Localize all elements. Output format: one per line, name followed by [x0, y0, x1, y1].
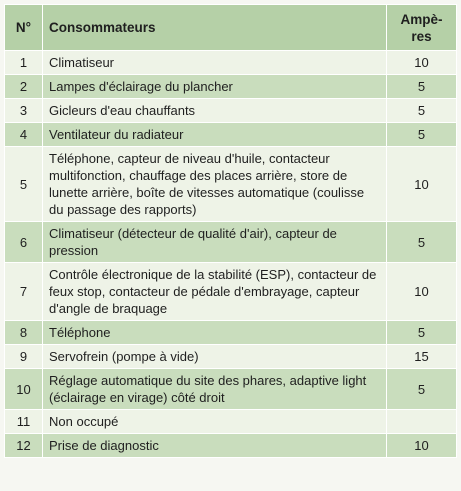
fuse-amperage: 5 — [387, 99, 457, 123]
table-header-row — [5, 5, 457, 51]
fuse-consumer: Servofrein (pompe à vide) — [43, 345, 387, 369]
column-header-amps: Ampè- res — [387, 5, 457, 51]
table-row — [5, 222, 457, 263]
fuse-consumer: Contrôle électronique de la stabilité (ESP), contacteur de feux stop, contacteur de pédale d'embrayage, capteur d'angle de braquage — [43, 263, 387, 321]
fuse-amperage: 5 — [387, 369, 457, 410]
table-row — [5, 345, 457, 369]
fuse-consumer: Ventilateur du radiateur — [43, 123, 387, 147]
fuse-amperage: 10 — [387, 147, 457, 222]
fuse-consumer: Climatiseur (détecteur de qualité d'air), capteur de pression — [43, 222, 387, 263]
fuse-consumer: Gicleurs d'eau chauffants — [43, 99, 387, 123]
table-row — [5, 369, 457, 410]
fuse-amperage — [387, 410, 457, 434]
fuse-consumer: Réglage automatique du site des phares, adaptive light (éclairage en virage) côté droit — [43, 369, 387, 410]
fuse-consumer: Prise de diagnostic — [43, 434, 387, 458]
fuse-amperage: 10 — [387, 434, 457, 458]
fuse-amperage: 10 — [387, 263, 457, 321]
fuse-number: 3 — [5, 99, 43, 123]
fuse-number: 2 — [5, 75, 43, 99]
table-row — [5, 147, 457, 222]
table-row — [5, 123, 457, 147]
table-row — [5, 321, 457, 345]
fuse-number: 4 — [5, 123, 43, 147]
column-header-consumers: Consommateurs — [43, 5, 387, 51]
fuse-amperage: 5 — [387, 75, 457, 99]
fuse-consumer: Non occupé — [43, 410, 387, 434]
fuse-amperage: 5 — [387, 321, 457, 345]
fuse-amperage: 5 — [387, 123, 457, 147]
fuse-amperage: 15 — [387, 345, 457, 369]
table-row — [5, 99, 457, 123]
fuse-number: 7 — [5, 263, 43, 321]
fuse-consumer: Lampes d'éclairage du plancher — [43, 75, 387, 99]
fuse-amperage: 10 — [387, 51, 457, 75]
fuse-number: 11 — [5, 410, 43, 434]
fuse-number: 5 — [5, 147, 43, 222]
fuse-consumer: Téléphone, capteur de niveau d'huile, contacteur multifonction, chauffage des places arrière, store de lunette arrière, boîte de vitesses automatique (coulisse du passage des rapports) — [43, 147, 387, 222]
column-header-number: N° — [5, 5, 43, 51]
table-row — [5, 51, 457, 75]
table-row — [5, 434, 457, 458]
fuse-number: 8 — [5, 321, 43, 345]
fuse-table — [4, 4, 457, 458]
fuse-number: 6 — [5, 222, 43, 263]
fuse-number: 10 — [5, 369, 43, 410]
fuse-amperage: 5 — [387, 222, 457, 263]
table-row — [5, 410, 457, 434]
table-row — [5, 75, 457, 99]
fuse-number: 9 — [5, 345, 43, 369]
table-row — [5, 263, 457, 321]
fuse-number: 12 — [5, 434, 43, 458]
fuse-number: 1 — [5, 51, 43, 75]
fuse-consumer: Téléphone — [43, 321, 387, 345]
fuse-consumer: Climatiseur — [43, 51, 387, 75]
